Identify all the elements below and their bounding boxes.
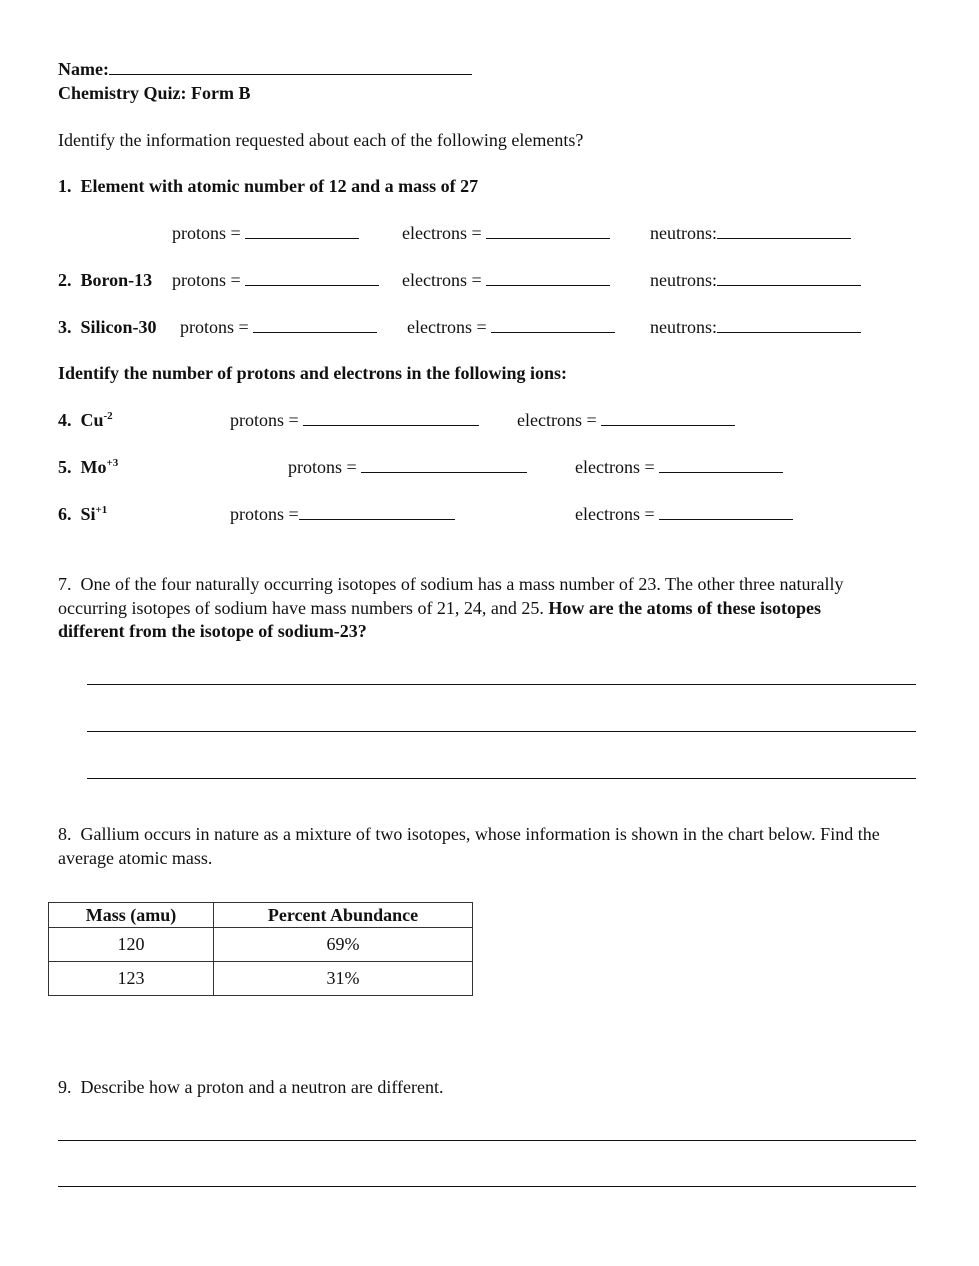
protons-label: protons = [172, 223, 241, 243]
q2-protons[interactable] [172, 269, 379, 291]
ion-symbol: Mo [80, 457, 107, 477]
question-8 [58, 823, 918, 870]
q3-protons[interactable] [180, 316, 377, 338]
intro-instruction: Identify the information requested about each of the following elements? [58, 130, 584, 150]
table-row [49, 928, 473, 962]
q1-electrons[interactable] [402, 222, 610, 244]
q4-electrons[interactable] [517, 409, 735, 431]
q2-electrons[interactable] [402, 269, 610, 291]
question-label: Silicon-30 [80, 317, 157, 337]
protons-label: protons = [230, 410, 299, 430]
electrons-label: electrons = [407, 317, 487, 337]
question-4 [58, 409, 113, 431]
section2-heading: Identify the number of protons and electrons in the following ions: [58, 363, 568, 383]
question-number: 3. [58, 317, 72, 337]
question-text: One of the four naturally occurring isotopes of sodium has a mass number of 23. The other three naturally occurring isotopes of sodium have mass numbers of 21, 24, and 25. [58, 574, 844, 618]
name-blank[interactable] [109, 58, 472, 75]
question-number: 7. [58, 574, 72, 594]
neutrons-label: neutrons: [650, 270, 717, 290]
electrons-label: electrons = [575, 457, 655, 477]
q3-neutrons[interactable] [650, 316, 861, 338]
electrons-label: electrons = [575, 504, 655, 524]
quiz-title: Chemistry Quiz: Form B [58, 83, 251, 103]
question-number: 5. [58, 457, 72, 477]
question-3 [58, 316, 157, 338]
question-6 [58, 503, 107, 525]
table-cell: 69% [214, 928, 473, 962]
question-label: Element with atomic number of 12 and a mass of 27 [80, 176, 479, 196]
table-cell: 120 [49, 928, 214, 962]
q1-protons[interactable] [172, 222, 359, 244]
answer-line[interactable] [87, 778, 916, 779]
q6-electrons[interactable] [575, 503, 793, 525]
ion-symbol: Cu [80, 410, 104, 430]
table-header: Mass (amu) [49, 903, 214, 928]
protons-label: protons = [172, 270, 241, 290]
question-text-bold: How are the atoms of these isotopes different from the isotope of sodium-23? [58, 597, 822, 641]
table-row [49, 962, 473, 996]
electrons-blank[interactable] [659, 456, 783, 473]
protons-blank[interactable] [245, 269, 379, 286]
neutrons-blank[interactable] [717, 316, 861, 333]
ion-symbol: Si [80, 504, 96, 524]
q1-neutrons[interactable] [650, 222, 851, 244]
q5-protons[interactable] [288, 456, 527, 478]
answer-line[interactable] [87, 731, 916, 732]
protons-blank[interactable] [303, 409, 479, 426]
name-label: Name: [58, 59, 109, 79]
electrons-label: electrons = [517, 410, 597, 430]
protons-blank[interactable] [253, 316, 377, 333]
electrons-blank[interactable] [659, 503, 793, 520]
neutrons-blank[interactable] [717, 269, 861, 286]
answer-line[interactable] [58, 1186, 916, 1187]
question-1 [58, 175, 478, 197]
question-9 [58, 1076, 444, 1098]
question-text: Describe how a proton and a neutron are different. [80, 1077, 444, 1097]
table-header: Percent Abundance [214, 903, 473, 928]
question-2 [58, 269, 152, 291]
protons-blank[interactable] [245, 222, 359, 239]
answer-line[interactable] [58, 1140, 916, 1141]
protons-label: protons = [180, 317, 249, 337]
electrons-blank[interactable] [601, 409, 735, 426]
question-number: 2. [58, 270, 72, 290]
answer-line[interactable] [87, 684, 916, 685]
question-7 [58, 573, 878, 644]
electrons-label: electrons = [402, 270, 482, 290]
ion-charge: +3 [106, 457, 119, 469]
q2-neutrons[interactable] [650, 269, 861, 291]
table-cell: 31% [214, 962, 473, 996]
neutrons-label: neutrons: [650, 223, 717, 243]
name-field[interactable] [58, 58, 472, 80]
question-label: Boron-13 [80, 270, 153, 290]
table-header-row [49, 903, 473, 928]
q4-protons[interactable] [230, 409, 479, 431]
question-number: 6. [58, 504, 72, 524]
electrons-blank[interactable] [486, 222, 610, 239]
question-number: 8. [58, 824, 72, 844]
question-number: 4. [58, 410, 72, 430]
question-5 [58, 456, 118, 478]
electrons-blank[interactable] [486, 269, 610, 286]
question-text: Gallium occurs in nature as a mixture of two isotopes, whose information is shown in the chart below. Find the average atomic mass. [58, 824, 880, 868]
isotope-table [48, 902, 473, 996]
protons-label: protons = [288, 457, 357, 477]
q5-electrons[interactable] [575, 456, 783, 478]
question-number: 9. [58, 1077, 72, 1097]
neutrons-label: neutrons: [650, 317, 717, 337]
protons-label: protons = [230, 504, 299, 524]
q3-electrons[interactable] [407, 316, 615, 338]
question-number: 1. [58, 176, 72, 196]
q6-protons[interactable] [230, 503, 455, 525]
neutrons-blank[interactable] [717, 222, 851, 239]
protons-blank[interactable] [299, 503, 455, 520]
ion-charge: -2 [103, 410, 113, 422]
ion-charge: +1 [95, 504, 108, 516]
protons-blank[interactable] [361, 456, 527, 473]
electrons-label: electrons = [402, 223, 482, 243]
table-cell: 123 [49, 962, 214, 996]
electrons-blank[interactable] [491, 316, 615, 333]
